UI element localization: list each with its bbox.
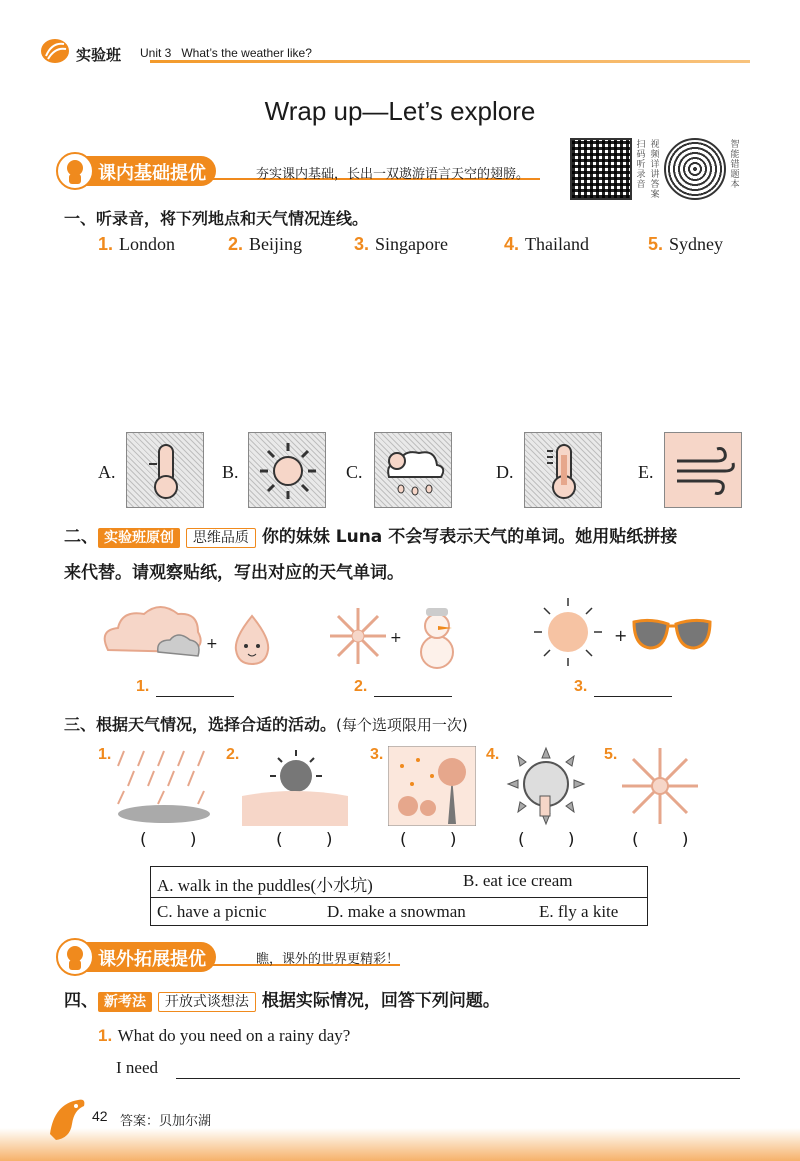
item-number: 1. xyxy=(136,678,150,695)
options-table xyxy=(150,866,648,926)
option-c: C. have a picnic xyxy=(157,902,267,921)
page-number: 42 xyxy=(92,1108,108,1124)
question-2-heading xyxy=(64,522,764,553)
sunglasses-sticker-icon xyxy=(630,614,714,654)
hot-thermometer-icon xyxy=(524,432,602,508)
sunny-sun-icon xyxy=(500,744,592,828)
autumn-scene-icon xyxy=(388,746,476,826)
mascot-icon xyxy=(56,152,94,190)
place-name: Sydney xyxy=(669,234,724,254)
item-number: 5. xyxy=(604,746,618,763)
item-number: 1. xyxy=(98,1026,113,1045)
open-ended-tag: 开放式谈想法 xyxy=(158,992,256,1012)
new-format-tag: 新考法 xyxy=(98,992,152,1012)
qr-caption-right: 智能错题本 xyxy=(730,140,740,190)
footer-band xyxy=(0,1128,800,1161)
answer-blank[interactable] xyxy=(594,696,672,697)
answer-parentheses[interactable]: ( ) xyxy=(632,830,689,850)
answer-parentheses[interactable]: ( ) xyxy=(518,830,575,850)
item-number: 4. xyxy=(486,746,500,763)
qr-caption-mid: 视频详讲答案 xyxy=(650,140,660,200)
answer-blank[interactable] xyxy=(374,696,452,697)
place-item xyxy=(504,234,589,255)
item-number: 1. xyxy=(98,746,112,763)
page-title: Wrap up—Let’s explore xyxy=(264,96,536,126)
unit-title: Unit 3 What’s the weather like? xyxy=(140,46,312,60)
place-item xyxy=(648,234,723,255)
sun-sticker-icon xyxy=(532,596,604,668)
option-b: B. eat ice cream xyxy=(463,871,573,890)
answer-parentheses[interactable]: ( ) xyxy=(140,830,197,850)
answer-line[interactable] xyxy=(176,1078,740,1079)
sun-icon xyxy=(248,432,326,508)
place-item xyxy=(228,234,302,255)
place-name: Singapore xyxy=(375,234,448,254)
raindrop-sticker-icon xyxy=(228,612,276,668)
snowflake-icon xyxy=(618,744,702,828)
qr-code-round[interactable] xyxy=(664,138,726,200)
qr-code[interactable] xyxy=(570,138,632,200)
section-label: 课内基础提优 xyxy=(98,163,206,184)
item-number: 2. xyxy=(354,678,368,695)
hot-sun-scene-icon xyxy=(240,746,350,826)
option-letter: B. xyxy=(222,462,239,482)
option-a: A. walk in the puddles(小水坑) xyxy=(157,876,373,895)
question-text: What do you need on a rainy day? xyxy=(117,1026,351,1045)
q3-title: 三、根据天气情况，选择合适的活动。 xyxy=(64,715,337,734)
thinking-tag: 思维品质 xyxy=(186,528,256,548)
answer-key: 答案：贝加尔湖 xyxy=(120,1114,212,1129)
cold-thermometer-icon xyxy=(126,432,204,508)
item-number: 2. xyxy=(228,234,244,254)
q4-prefix: 四、 xyxy=(64,991,98,1011)
place-item xyxy=(354,234,448,255)
item-number: 5. xyxy=(648,234,664,254)
plus-sign: + xyxy=(390,630,402,646)
question-3-heading xyxy=(64,712,468,735)
q2-prefix: 二、 xyxy=(64,527,98,547)
item-number: 3. xyxy=(370,746,384,763)
option-letter: C. xyxy=(346,462,363,482)
answer-parentheses[interactable]: ( ) xyxy=(400,830,457,850)
question-1-heading: 一、听录音，将下列地点和天气情况连线。 xyxy=(64,209,369,228)
answer-parentheses[interactable]: ( ) xyxy=(276,830,333,850)
q4-text: 根据实际情况，回答下列问题。 xyxy=(261,991,500,1011)
option-letter: D. xyxy=(496,462,514,482)
q3-note: (每个选项限用一次) xyxy=(336,716,468,734)
rainy-scene-icon xyxy=(114,746,214,826)
options-row xyxy=(151,897,647,927)
qr-caption-left: 扫码听录音 xyxy=(636,140,646,190)
answer-prefix: I need xyxy=(116,1058,159,1077)
options-row xyxy=(151,867,647,897)
brand-logo-icon xyxy=(40,38,70,64)
header-rule xyxy=(150,60,750,63)
place-name: Beijing xyxy=(249,234,303,254)
answer-blank[interactable] xyxy=(156,696,234,697)
section-motto: 瞧，课外的世界更精彩！ xyxy=(256,952,400,967)
plus-sign: + xyxy=(206,636,218,652)
item-number: 4. xyxy=(504,234,520,254)
original-tag: 实验班原创 xyxy=(98,528,180,548)
place-item xyxy=(98,234,175,255)
option-letter: A. xyxy=(98,462,116,482)
brand-name: 实验班 xyxy=(76,46,122,64)
q4-question xyxy=(98,1026,350,1046)
cloud-sticker-icon xyxy=(98,600,208,670)
dolphin-mascot-icon xyxy=(44,1094,90,1144)
snowman-sticker-icon xyxy=(402,602,472,672)
q2-text-line2: 来代替。请观察贴纸，写出对应的天气单词。 xyxy=(64,563,404,583)
place-name: London xyxy=(119,234,176,254)
mascot-icon xyxy=(56,938,94,976)
question-4-heading xyxy=(64,986,500,1017)
place-name: Thailand xyxy=(525,234,589,254)
option-letter: E. xyxy=(638,462,654,482)
option-d: D. make a snowman xyxy=(327,902,466,921)
snowflake-sticker-icon xyxy=(326,604,390,668)
section-motto: 夯实课内基础，长出一双遨游语言天空的翅膀。 xyxy=(256,167,530,182)
rain-cloud-icon xyxy=(374,432,452,508)
option-e: E. fly a kite xyxy=(539,902,619,921)
item-number: 3. xyxy=(354,234,370,254)
plus-sign: + xyxy=(614,626,628,645)
item-number: 2. xyxy=(226,746,240,763)
item-number: 1. xyxy=(98,234,114,254)
item-number: 3. xyxy=(574,678,588,695)
wind-icon xyxy=(664,432,742,508)
section-label: 课外拓展提优 xyxy=(98,949,206,970)
q2-text-line1: 你的妹妹 Luna 不会写表示天气的单词。她用贴纸拼接 xyxy=(261,527,678,547)
